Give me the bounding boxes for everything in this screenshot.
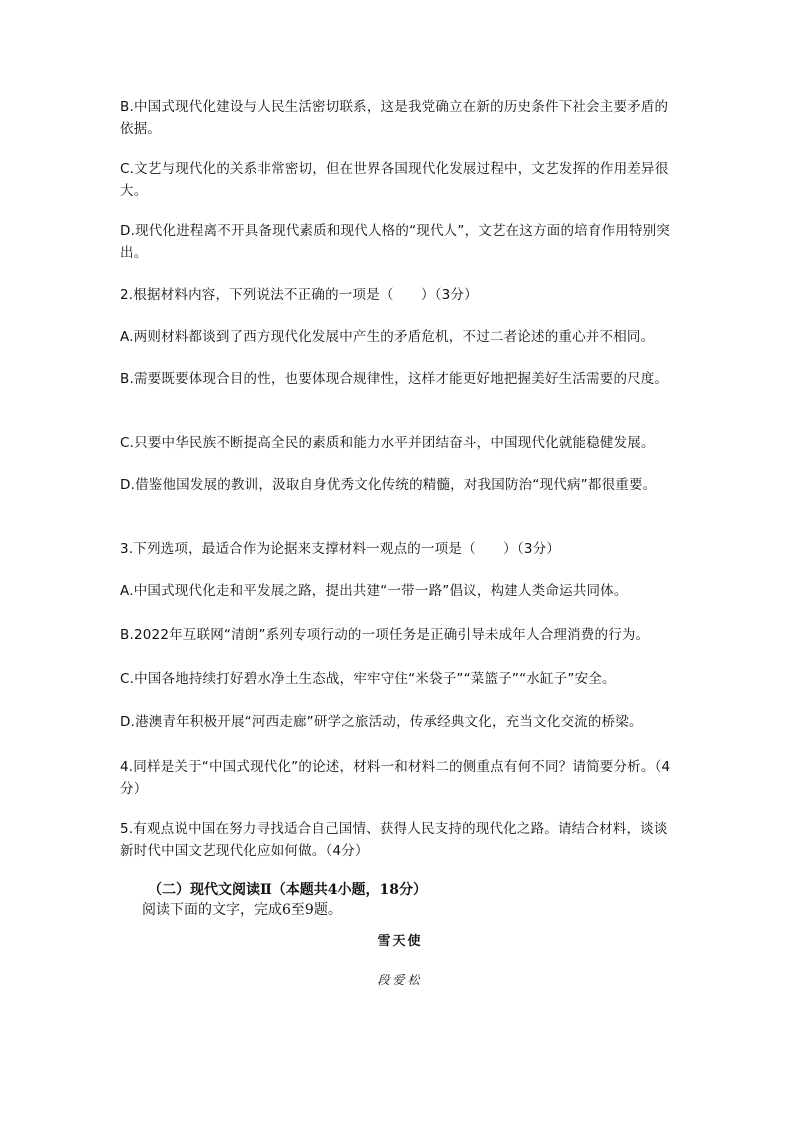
section-block	[142, 880, 668, 920]
section-heading: （二）现代文阅读Ⅱ（本题共4小题，18分）	[148, 882, 428, 898]
question-4: 4.同样是关于“中国式现代化”的论述，材料一和材料二的侧重点有何不同？请简要分析。（4分）	[120, 759, 671, 797]
option-1c: C.文艺与现代化的关系非常密切，但在世界各国现代化发展过程中，文艺发挥的作用差异很大。	[120, 161, 669, 199]
article-title: 雪天使	[377, 934, 423, 949]
question-2: 2.根据材料内容，下列说法不正确的一项是（ ）（3分）	[120, 287, 478, 303]
option-2b: B.需要既要体现合目的性，也要体现合规律性，这样才能更好地把握美好生活需要的尺度。	[120, 371, 669, 387]
option-2c: C.只要中华民族不断提高全民的素质和能力水平并团结奋斗，中国现代化就能稳健发展。	[120, 435, 655, 451]
question-5: 5.有观点说中国在努力寻找适合自己国情、获得人民支持的现代化之路。请结合材料，谈谈新时代中国文艺现代化应如何做。（4分）	[120, 821, 668, 859]
article-author: 段爱松	[377, 973, 423, 987]
option-3d: D.港澳青年积极开展“河西走廊”研学之旅活动，传承经典文化，充当文化交流的桥梁。	[120, 714, 643, 730]
option-2a: A.两则材料都谈到了西方现代化发展中产生的矛盾危机，不过二者论述的重心并不相同。	[120, 329, 655, 345]
option-3b: B.2022年互联网“清朗”系列专项行动的一项任务是正确引导未成年人合理消费的行为。	[120, 627, 650, 643]
option-2d: D.借鉴他国发展的教训，汲取自身优秀文化传统的精髓，对我国防治“现代病”都很重要。	[120, 477, 657, 493]
question-3: 3.下列选项，最适合作为论据来支撑材料一观点的一项是（ ）（3分）	[120, 541, 561, 557]
option-1d: D.现代化进程离不开具备现代素质和现代人格的“现代人”，文艺在这方面的培育作用特别突出。	[120, 223, 671, 261]
option-3c: C.中国各地持续打好碧水净土生态战，牢牢守住“米袋子”“菜篮子”“水缸子”安全。	[120, 671, 616, 687]
section-instruction: 阅读下面的文字，完成6至9题。	[142, 902, 342, 918]
option-1b: B.中国式现代化建设与人民生活密切联系，这是我党确立在新的历史条件下社会主要矛盾的依据。	[120, 99, 669, 137]
option-3a: A.中国式现代化走和平发展之路，提出共建“一带一路”倡议，构建人类命运共同体。	[120, 583, 628, 599]
